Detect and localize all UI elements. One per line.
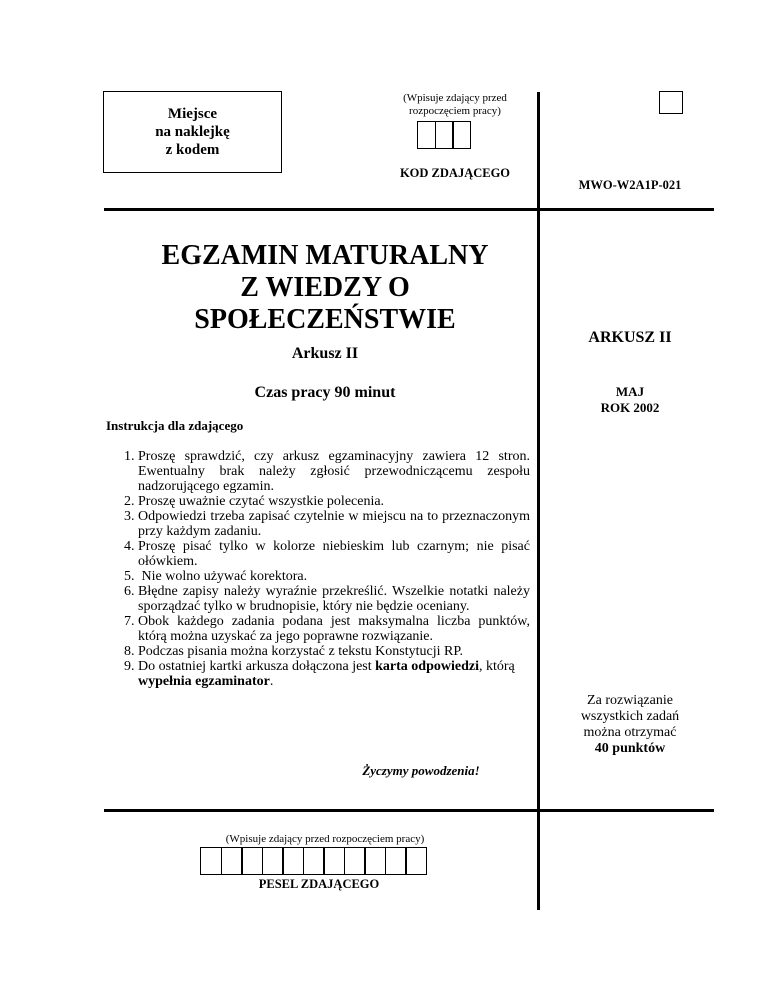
exam-time: Czas pracy 90 minut bbox=[254, 384, 396, 401]
pesel-cell[interactable] bbox=[364, 847, 386, 875]
vertical-divider bbox=[537, 92, 540, 910]
answer-card-text: karta odpowiedzi bbox=[375, 659, 479, 674]
points-total: 40 punktów bbox=[594, 741, 666, 756]
code-note-line-2: rozpoczęciem pracy) bbox=[409, 105, 501, 117]
instruction-9-part-1: Do ostatniej kartki arkusza dołączona jest bbox=[138, 659, 376, 674]
sheet-label: Arkusz II bbox=[291, 345, 359, 362]
sticker-line-3: z kodem bbox=[165, 142, 220, 158]
title-line-3: SPOŁECZEŃSTWIE bbox=[194, 304, 456, 335]
pesel-cell[interactable] bbox=[323, 847, 345, 875]
pesel-cell[interactable] bbox=[405, 847, 427, 875]
pesel-cell[interactable] bbox=[344, 847, 366, 875]
instruction-item: 1. Proszę sprawdzić, czy arkusz egzaminacyjny zawiera 12 stron. Ewentualny brak należy zgłosić przewodniczącemu zespołu nadzorującego egzamin. bbox=[138, 449, 530, 494]
code-note-line-1: (Wpisuje zdający przed bbox=[403, 92, 507, 104]
points-line-2: wszystkich zadań bbox=[580, 709, 680, 724]
exam-title bbox=[120, 240, 530, 336]
pesel-label: PESEL ZDAJĄCEGO bbox=[258, 877, 380, 891]
instruction-9-part-3: . bbox=[269, 674, 274, 689]
points-info bbox=[545, 693, 715, 757]
title-line-2: Z WIEDZY O bbox=[240, 272, 410, 303]
right-sheet-label: ARKUSZ II bbox=[588, 329, 672, 346]
pesel-cell[interactable] bbox=[241, 847, 263, 875]
exam-year: ROK 2002 bbox=[600, 400, 660, 415]
sticker-line-1: Miejsce bbox=[167, 106, 218, 122]
instruction-9-part-2: , którą bbox=[478, 659, 515, 674]
pesel-cell[interactable] bbox=[221, 847, 243, 875]
instruction-item: 8. Podczas pisania można korzystać z tekstu Konstytucji RP. bbox=[138, 644, 530, 659]
pesel-cell[interactable] bbox=[200, 847, 222, 875]
instruction-item: 2. Proszę uważnie czytać wszystkie polecenia. bbox=[138, 494, 530, 509]
instructions-heading: Instrukcja dla zdającego bbox=[106, 418, 244, 433]
instruction-item: 6. Błędne zapisy należy wyraźnie przekreślić. Wszelkie notatki należy sporządzać tylko w brudnopisie, który nie będzie oceniany. bbox=[138, 584, 530, 614]
points-line-3: można otrzymać bbox=[583, 725, 677, 740]
code-cell[interactable] bbox=[417, 121, 436, 149]
pesel-cell[interactable] bbox=[262, 847, 284, 875]
pesel-note: (Wpisuje zdający przed rozpoczęciem pracy) bbox=[225, 833, 425, 845]
code-note bbox=[380, 92, 530, 118]
title-line-1: EGZAMIN MATURALNY bbox=[161, 240, 489, 271]
sticker-line-2: na naklejkę bbox=[155, 124, 230, 140]
code-label: KOD ZDAJĄCEGO bbox=[399, 166, 511, 180]
instructions-list bbox=[98, 449, 530, 689]
instruction-item: 5. Nie wolno używać korektora. bbox=[138, 569, 530, 584]
code-cell[interactable] bbox=[452, 121, 471, 149]
sheet-code: MWO-W2A1P-021 bbox=[578, 178, 682, 192]
top-rule bbox=[104, 208, 714, 211]
corner-checkbox[interactable] bbox=[659, 91, 683, 114]
pesel-cell[interactable] bbox=[385, 847, 407, 875]
code-cells bbox=[417, 121, 471, 149]
good-luck-wish: Życzymy powodzenia! bbox=[362, 763, 480, 778]
exam-date bbox=[545, 384, 715, 416]
pesel-cell[interactable] bbox=[303, 847, 325, 875]
pesel-cells bbox=[200, 847, 427, 875]
pesel-cell[interactable] bbox=[282, 847, 304, 875]
examiner-text: wypełnia egzaminator bbox=[138, 674, 270, 689]
instruction-item-9 bbox=[138, 659, 530, 689]
exam-month: MAJ bbox=[615, 384, 645, 399]
points-line-1: Za rozwiązanie bbox=[587, 693, 673, 708]
code-cell[interactable] bbox=[435, 121, 454, 149]
instruction-item: 7. Obok każdego zadania podana jest maksymalna liczba punktów, którą można uzyskać za jego poprawne rozwiązanie. bbox=[138, 614, 530, 644]
sticker-box bbox=[103, 91, 282, 173]
instruction-item: 3. Odpowiedzi trzeba zapisać czytelnie w miejscu na to przeznaczonym przy każdym zadaniu. bbox=[138, 509, 530, 539]
bottom-rule bbox=[104, 809, 714, 812]
instruction-item: 4. Proszę pisać tylko w kolorze niebieskim lub czarnym; nie pisać ołówkiem. bbox=[138, 539, 530, 569]
